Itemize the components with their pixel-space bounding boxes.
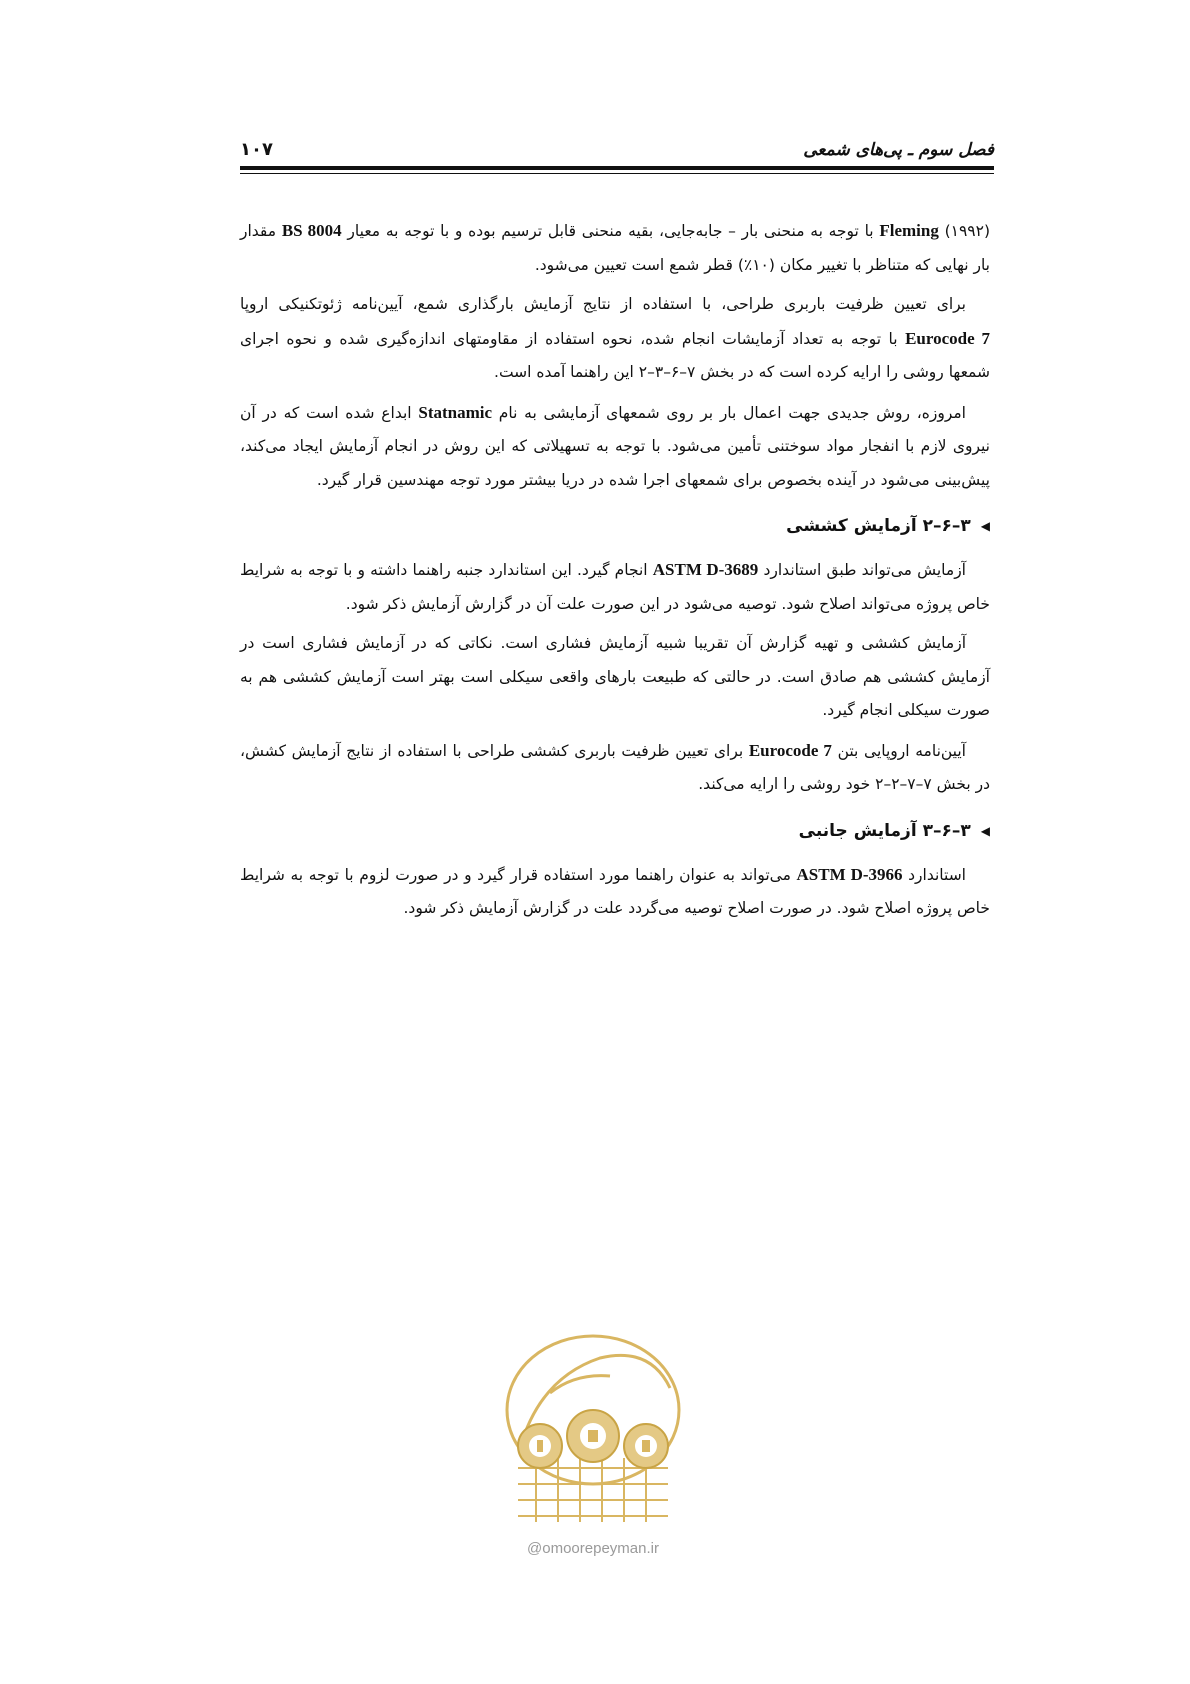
- section-heading-lateral-test: ◀ ۳–۶–۳ آزمایش جانبی: [240, 816, 990, 846]
- gear-logo-icon: [480, 1318, 706, 1538]
- paragraph-5: آزمایش کششی و تهیه گزارش آن تقریبا شبیه آزمایش فشاری است. نکاتی که در آزمایش فشاری است در آزمایش کششی هم صادق است. در حالتی که طبیعت بارهای واقعی سیکلی است بهتر است آزمایش کششی هم به صورت سیکلی انجام گیرد.: [240, 634, 990, 719]
- watermark-logo: [480, 1318, 706, 1538]
- section-heading-tension-test: ◀ ۳–۶–۲ آزمایش کششی: [240, 511, 990, 541]
- paragraph-2: برای تعیین ظرفیت باربری طراحی، با استفاده از نتایج آزمایش بارگذاری شمع، آیین‌نامه ژئوتکنیکی اروپا Eurocode 7 با توجه به تعداد آزمایشات انجام شده، نحوه استفاده از مقاومتهای اندازه‌گیری شده و نحوه اجرای شمعها روشی را ارایه کرده است که در بخش ۷–۶–۳–۲ این راهنما آمده است.: [240, 295, 990, 381]
- paragraph-6: آیین‌نامه اروپایی بتن Eurocode 7 برای تعیین ظرفیت باربری کششی طراحی با استفاده از نتایج آزمایش کشش، در بخش ۷–۷–۲–۲ خود روشی را ارایه می‌کند.: [240, 740, 990, 793]
- paragraph-3: امروزه، روش جدیدی جهت اعمال بار بر روی شمعهای آزمایشی به نام Statnamic ابداع شده است که در آن نیروی لازم با انفجار مواد سوختنی تأمین می‌شود. با توجه به تسهیلاتی که این روش در انجام آزمایش ایجاد می‌کند، پیش‌بینی می‌شود در آینده بخصوص برای شمعهای اجرا شده در دریا بیشتر مورد توجه مهندسین قرار گیرد.: [240, 402, 990, 489]
- term-eurocode7: Eurocode 7: [905, 328, 990, 348]
- term-astm-d3966: ASTM D-3966: [796, 864, 903, 884]
- term-astm-d3689: ASTM D-3689: [652, 560, 759, 579]
- triangle-marker-icon: ◀: [980, 519, 990, 533]
- header-rule-thick: [240, 166, 994, 170]
- page-header: [240, 120, 994, 160]
- term-eurocode7: Eurocode 7: [748, 740, 832, 760]
- term-fleming: Fleming: [879, 221, 939, 240]
- paragraph-1: Fleming (۱۹۹۲) با توجه به منحنی بار – جابه‌جایی، بقیه منحنی قابل ترسیم بوده و با توجه به معیار BS 8004 مقدار بار نهایی که متناظر با تغییر مکان (۱۰٪) قطر شمع است تعیین می‌شود.: [240, 221, 990, 274]
- term-statnamic: Statnamic: [418, 402, 493, 422]
- paragraph-7: استاندارد ASTM D-3966 می‌تواند به عنوان راهنما مورد استفاده قرار گیرد و در صورت لزوم با توجه به شرایط خاص پروژه اصلاح شود. در صورت اصلاح توصیه می‌گردد علت در گزارش آزمایش ذکر شود.: [240, 864, 990, 917]
- watermark-caption: @omoorepeyman.ir: [527, 1540, 659, 1557]
- triangle-marker-icon: ◀: [980, 823, 990, 838]
- body-text: [240, 214, 990, 932]
- term-bs8004: BS 8004: [281, 221, 342, 240]
- page-number: ۱۰۷: [240, 139, 273, 160]
- header-rule-thin: [240, 173, 994, 174]
- chapter-title: فصل سوم ـ پی‌های شمعی: [803, 140, 994, 160]
- paragraph-4: آزمایش می‌تواند طبق استاندارد ASTM D-3689 انجام گیرد. این استاندارد جنبه راهنما داشته و با توجه به شرایط خاص پروژه می‌تواند اصلاح شود. توصیه می‌شود در این صورت علت آن در گزارش آزمایش ذکر شود.: [240, 560, 990, 613]
